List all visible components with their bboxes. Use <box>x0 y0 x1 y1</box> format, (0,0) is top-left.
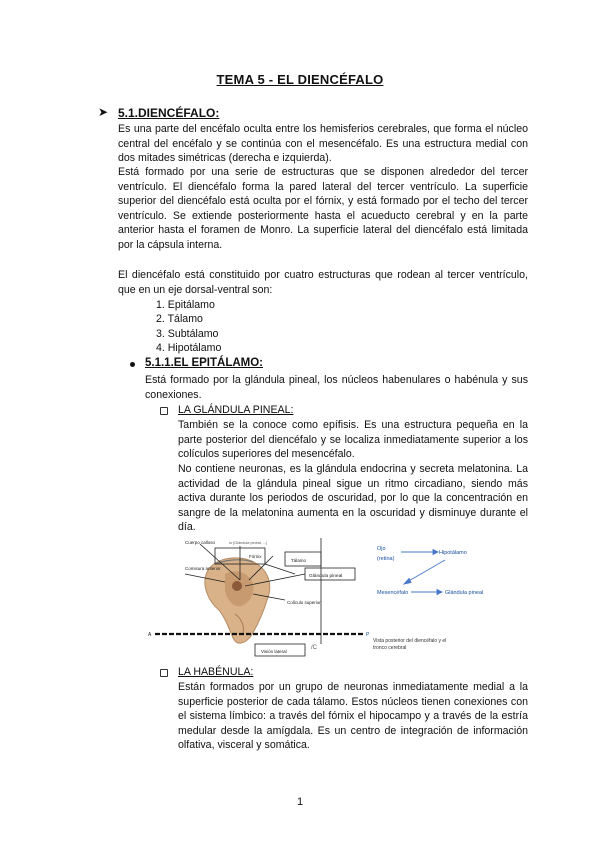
checkbox-icon <box>160 669 168 677</box>
label-fornix: Fórnix <box>249 554 262 559</box>
label-talamo: Tálamo <box>291 558 307 563</box>
list-item: 4. Hipotálamo <box>156 342 222 355</box>
decoration-mark: /C <box>311 645 317 651</box>
paragraph-pineal-1: También se la conoce como epífisis. Es una estructura pequeña en la parte posterior del diencéfalo y se localiza inmediatamente superior a los colículos superiores del mesencéfalo. <box>178 419 528 461</box>
arrow-bullet-icon: ➤ <box>98 105 109 119</box>
subheading-glandula-pineal: LA GLÁNDULA PINEAL: <box>178 404 294 416</box>
subheading-habenula: LA HABÉNULA: <box>178 666 254 678</box>
page-title: TEMA 5 - EL DIENCÉFALO <box>216 72 384 87</box>
bullet-icon <box>130 362 135 367</box>
section-heading-epitalamo: 5.1.1.EL EPITÁLAMO: <box>145 357 264 369</box>
label-vista-posterior <box>373 638 448 651</box>
paragraph-habenula: Están formados por un grupo de neuronas inmediatamente medial a la superficie posterior de cada tálamo. Estos núcleos tienen conexiones con el sistema límbico: a través del fórnix el hipocampo y a través de la estría medular desde la amígdala. Es un centro de integración de información olfativa, visceral y somática. <box>178 681 528 752</box>
label-glandula-pineal-2: Glándula pineal <box>445 590 484 596</box>
paragraph-epitalamo: Está formado por la glándula pineal, los núcleos habenulares o habénula y sus conexiones. <box>145 374 528 401</box>
checkbox-icon <box>160 407 168 415</box>
paragraph-components: El diencéfalo está constituido por cuatro estructuras que rodean al tercer ventrículo, que en un eje dorsal-ventral son: <box>118 269 528 296</box>
label-p: P <box>366 632 370 638</box>
list-item: 1. Epitálamo <box>156 299 215 311</box>
paragraph-structure: Está formado por una serie de estructuras que se disponen alrededor del tercer ventrículo. El diencéfalo forma la pared lateral del tercer ventrículo. La superficie superior del diencéfalo está oculta por el fórnix, y está formado por el techo del tercer ventrículo. Se extiende posteriormente hasta el acueducto cerebral y en la parte anterior hasta el foramen de Monro. La superficie lateral del diencéfalo está limitada por la cápsula interna. <box>118 166 528 251</box>
paragraph-intro: Es una parte del encéfalo oculta entre los hemisferios cerebrales, que forma el núcleo central del encéfalo y se continúa con el mesencéfalo. Es una estructura medial con dos mitades simétricas (derecha e izquierda). <box>118 123 528 165</box>
label-hipotalamo: Hipotálamo <box>439 550 467 556</box>
label-small-top: lo (Glándula pineal, ...) <box>229 541 268 545</box>
list-item: 3. Subtálamo <box>156 327 219 340</box>
label-vista-line2: tronco cerebral <box>373 645 407 651</box>
label-vista-line1: Vista posterior del diencéfalo y el <box>373 638 447 644</box>
label-cuerpo-calloso: Cuerpo calloso <box>185 540 216 545</box>
components-list <box>156 298 221 356</box>
paragraph-pineal-2: No contiene neuronas, es la glándula endocrina y secreta melatonina. La actividad de la glándula pineal sigue un ritmo circadiano, siendo más activa durante los periodos de oscuridad, por lo que la concentración en sangre de la melatonina aumenta en la oscuridad y disminuye durante el día. <box>178 463 528 534</box>
label-glandula-pineal: Glándula pineal <box>309 574 343 579</box>
label-retina: (retina) <box>377 556 395 562</box>
pineal-figure <box>145 534 535 660</box>
label-a: A <box>148 632 152 638</box>
section-heading-diencefalo: 5.1.DIENCÉFALO: <box>118 106 220 120</box>
label-coliculo: Colículo superior <box>287 600 321 605</box>
list-item: 2. Tálamo <box>156 313 203 326</box>
label-ojo: Ojo <box>377 546 386 552</box>
page-number: 1 <box>296 796 304 808</box>
label-mesencefalo: Mesencéfalo <box>377 590 409 596</box>
label-vision-lateral: Visión lateral <box>261 649 287 654</box>
label-comisura: Comisura anterior <box>185 566 221 571</box>
